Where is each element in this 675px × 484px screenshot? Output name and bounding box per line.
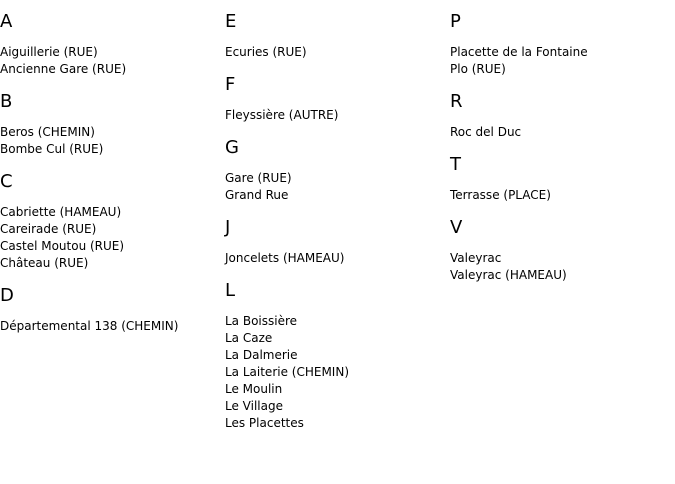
section-letter-heading: P [450, 11, 461, 32]
street-link[interactable]: La Dalmerie [225, 348, 298, 362]
letter-group [225, 138, 450, 204]
section-letter-heading: B [0, 91, 13, 112]
street-link[interactable]: Bombe Cul (RUE) [0, 142, 104, 156]
section-letter-heading: C [0, 171, 13, 192]
section-letter-heading: G [225, 137, 239, 158]
section-letter-heading: F [225, 74, 236, 95]
street-link[interactable]: Départemental 138 (CHEMIN) [0, 319, 179, 333]
section-letter-heading: T [450, 154, 461, 175]
section-letter-heading: R [450, 91, 463, 112]
letter-group [450, 155, 675, 204]
section-letter-heading: L [225, 280, 236, 301]
street-link[interactable]: Grand Rue [225, 188, 289, 202]
letter-group [450, 218, 675, 284]
street-link[interactable]: La Boissière [225, 314, 298, 328]
street-link[interactable]: Gare (RUE) [225, 171, 292, 185]
letter-group [450, 12, 675, 78]
street-link[interactable]: Terrasse (PLACE) [450, 188, 551, 202]
letter-group [0, 12, 225, 78]
street-link[interactable]: Ancienne Gare (RUE) [0, 62, 127, 76]
letter-group [225, 75, 450, 124]
street-link[interactable]: Aiguillerie (RUE) [0, 45, 98, 59]
index-column-2 [225, 12, 450, 446]
street-link[interactable]: Les Placettes [225, 416, 304, 430]
letter-group [0, 92, 225, 158]
letter-group [225, 12, 450, 61]
street-link[interactable]: Joncelets (HAMEAU) [225, 251, 345, 265]
section-letter-heading: A [0, 11, 13, 32]
street-link[interactable]: Fleyssière (AUTRE) [225, 108, 339, 122]
section-letter-heading: V [450, 217, 463, 238]
street-link[interactable]: Valeyrac [450, 251, 502, 265]
letter-group [0, 286, 225, 335]
index-column-3 [450, 12, 675, 298]
letter-group [0, 172, 225, 272]
street-link[interactable]: Placette de la Fontaine [450, 45, 588, 59]
street-link[interactable]: Careirade (RUE) [0, 222, 97, 236]
street-link[interactable]: Valeyrac (HAMEAU) [450, 268, 567, 282]
street-link[interactable]: Le Moulin [225, 382, 283, 396]
street-link[interactable]: La Laiterie (CHEMIN) [225, 365, 349, 379]
street-link[interactable]: Castel Moutou (RUE) [0, 239, 125, 253]
section-letter-heading: E [225, 11, 237, 32]
letter-group [225, 281, 450, 432]
section-letter-heading: J [225, 217, 231, 238]
index-column-1 [0, 12, 225, 349]
section-letter-heading: D [0, 285, 14, 306]
street-link[interactable]: Le Village [225, 399, 283, 413]
street-link[interactable]: Roc del Duc [450, 125, 522, 139]
street-link[interactable]: La Caze [225, 331, 273, 345]
street-link[interactable]: Ecuries (RUE) [225, 45, 307, 59]
street-link[interactable]: Château (RUE) [0, 256, 89, 270]
street-link[interactable]: Plo (RUE) [450, 62, 506, 76]
street-link[interactable]: Cabriette (HAMEAU) [0, 205, 122, 219]
letter-group [225, 218, 450, 267]
letter-group [450, 92, 675, 141]
street-link[interactable]: Beros (CHEMIN) [0, 125, 95, 139]
